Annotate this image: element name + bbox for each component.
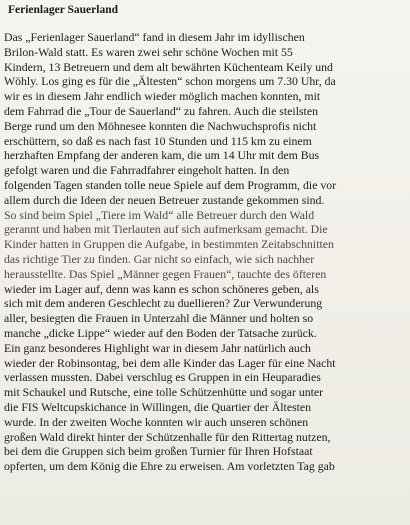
text-line: mit Schaukel und Rutsche, eine tolle Schützenhütte und sogar unter bbox=[4, 385, 324, 400]
text-line: das richtige Tier zu finden. Gar nicht so einfach, wie sich nachher bbox=[4, 251, 315, 266]
text-line: gerannt und haben mit Tierlauten auf sich aufmerksam gemacht. Die bbox=[4, 222, 328, 237]
text-line: Brilon-Wald statt. Es waren zwei sehr schöne Wochen mit 55 bbox=[4, 44, 293, 59]
text-line: herausstellte. Das Spiel „Männer gegen Frauen“, tauchte des öfteren bbox=[4, 266, 327, 281]
text-line: Kindern, 13 Betreuern und dem alt bewährten Küchenteam Keily und bbox=[4, 59, 333, 74]
text-line: sich mit dem anderen Geschlecht zu duellieren? Zur Verwunderung bbox=[4, 296, 323, 311]
text-line: verlassen mussten. Dabei verschlug es Gruppen in ein Heuparadies bbox=[4, 370, 321, 385]
text-line: wir es in diesem Jahr endlich wieder möglich machen konnten, mit bbox=[4, 89, 321, 104]
text-line: wurde. In der zweiten Woche konnten wir auch unseren schönen bbox=[4, 414, 309, 429]
text-line: die FIS Weltcupskichance in Willingen, die Quartier der Ältesten bbox=[4, 399, 312, 414]
text-line: manche „dicke Lippe“ wieder auf den Boden der Tatsache zurück. bbox=[4, 325, 317, 340]
text-line: folgenden Tagen standen tolle neue Spiele auf dem Programm, die vor bbox=[4, 177, 337, 192]
text-line: großen Wald direkt hinter der Schützenhalle für den Rittertag nutzen, bbox=[4, 429, 331, 444]
document-title: Ferienlager Sauerland bbox=[8, 4, 118, 16]
text-line: erschüttern, so daß es nach fast 10 Stunden und 115 km zu einem bbox=[4, 133, 312, 148]
text-line: opferten, um dem König die Ehre zu erweisen. Am vorletzten Tag gab bbox=[4, 459, 335, 474]
text-line: allem durch die Ideen der neuen Betreuer zustande gekommen sind. bbox=[4, 192, 325, 207]
text-line: Das „Ferienlager Sauerland“ fand in diesem Jahr im idyllischen bbox=[4, 30, 305, 44]
text-line: Berge rund um den Möhnesee konnten die Nachwuchsprofis nicht bbox=[4, 118, 317, 133]
text-line: wieder der Robinsontag, bei dem alle Kinder das Lager für eine Nacht bbox=[4, 355, 336, 370]
text-line: Ein ganz besonderes Highlight war in diesem Jahr natürlich auch bbox=[4, 340, 311, 355]
text-line: So sind beim Spiel „Tiere im Wald“ alle Betreuer durch den Wald bbox=[4, 207, 315, 222]
article-body bbox=[4, 30, 406, 474]
text-line: herzhaften Empfang der anderen kam, die um 14 Uhr mit dem Bus bbox=[4, 148, 320, 163]
text-line: gefolgt waren und die Fahrradfahrer eingeholt hatten. In den bbox=[4, 163, 290, 178]
text-line: aller, besiegten die Frauen in Unterzahl die Männer und holten so bbox=[4, 311, 314, 326]
text-line: Wöhly. Los ging es für die „Ältesten“ schon morgens um 7.30 Uhr, da bbox=[4, 74, 336, 89]
text-line: bei dem die Gruppen sich beim großen Turnier für Ihren Hofstaat bbox=[4, 444, 313, 459]
text-line: wieder im Lager auf, denn was kann es schon schöneres geben, als bbox=[4, 281, 319, 296]
text-line: dem Fahrrad die „Tour de Sauerland“ zu fahren. Auch die steilsten bbox=[4, 103, 318, 118]
text-line: Kinder hatten in Gruppen die Aufgabe, in bestimmten Zeitabschnitten bbox=[4, 237, 334, 252]
